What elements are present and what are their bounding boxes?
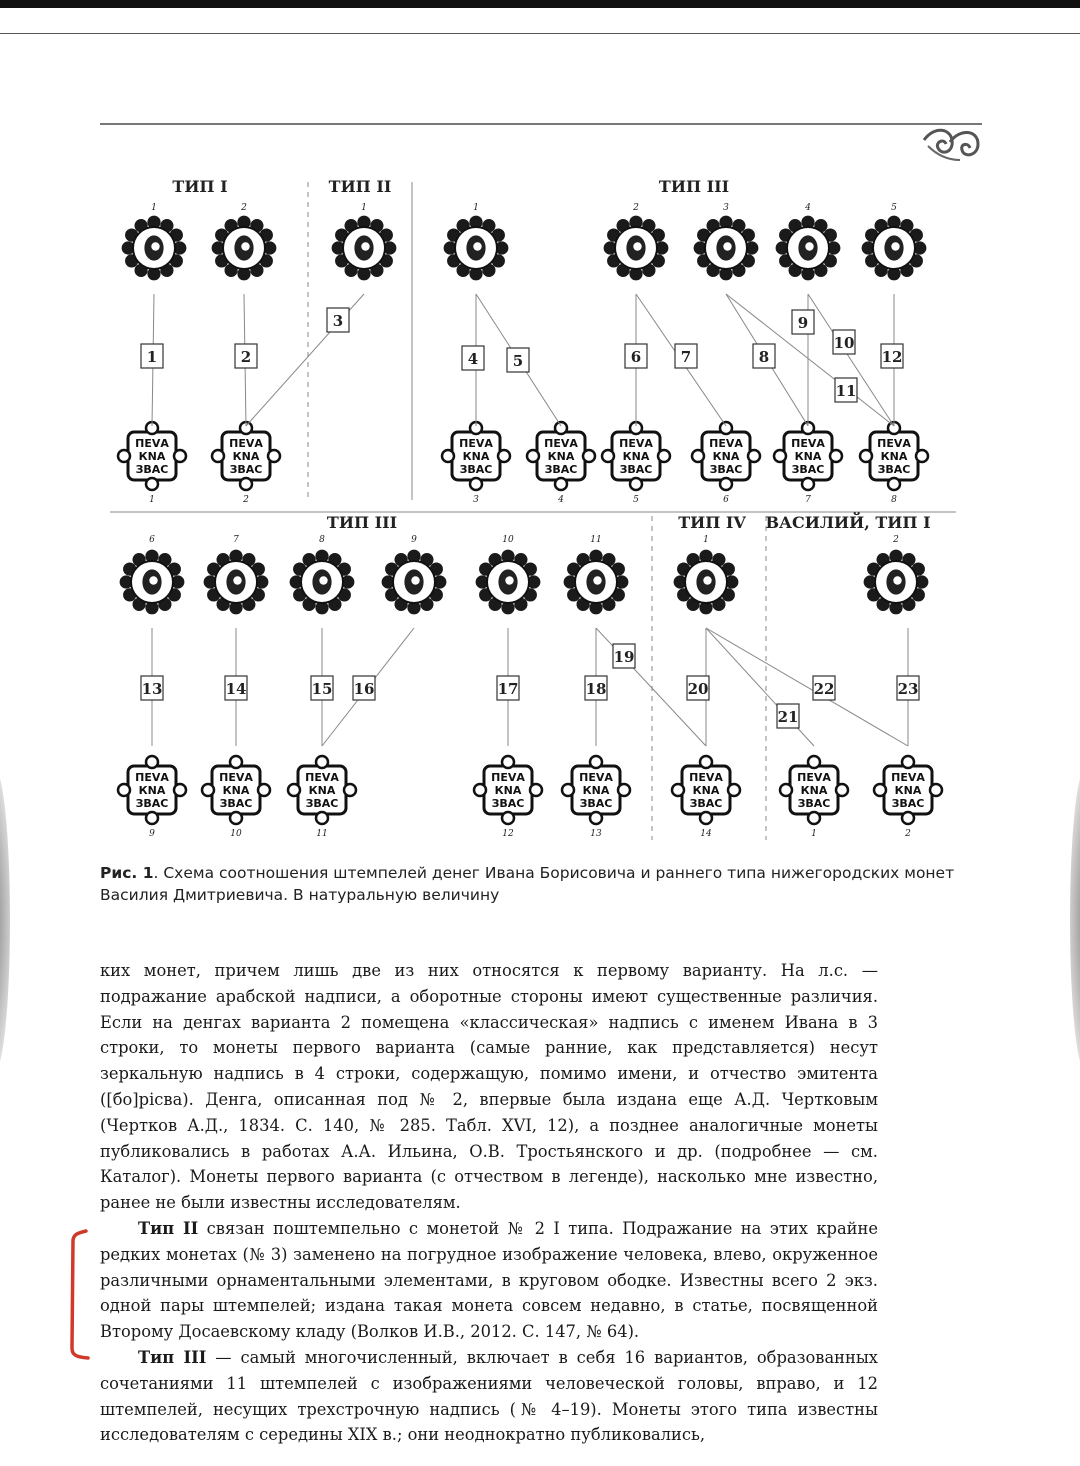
- paragraph-3: [100, 1345, 878, 1448]
- top-obverse-coin-5: [604, 216, 669, 281]
- top-obverse-coin-8: [862, 216, 927, 281]
- bottom-reverse-coin-5: [562, 756, 630, 824]
- bottom-obverse-coin-4: [382, 550, 447, 615]
- svg-text:ПЕVА: ПЕVА: [579, 771, 613, 784]
- top-reverse-coin-3: [442, 422, 510, 490]
- svg-text:КNА: КNА: [138, 450, 166, 463]
- svg-text:ПЕVА: ПЕVА: [797, 771, 831, 784]
- top-reverse-number-5: 5: [633, 495, 639, 505]
- svg-text:ПЕVА: ПЕVА: [791, 437, 825, 450]
- top-reverse-coin-5: [602, 422, 670, 490]
- bottom-reverse-number-4: 12: [502, 829, 514, 839]
- bottom-reverse-coin-6: [672, 756, 740, 824]
- svg-text:КNА: КNА: [547, 450, 575, 463]
- red-bracket-annotation: [68, 1228, 90, 1362]
- bottom-obverse-coin-7: [674, 550, 739, 615]
- svg-text:ПЕVА: ПЕVА: [229, 437, 263, 450]
- figure-caption: [100, 862, 980, 906]
- label-type-2: ТИП II: [328, 177, 392, 196]
- svg-text:КNА: КNА: [308, 784, 336, 797]
- svg-text:КNА: КNА: [800, 784, 828, 797]
- top-obverse-coin-3: [332, 216, 397, 281]
- bottom-reverse-coin-8: [874, 756, 942, 824]
- bottom-obverse-number-8: 2: [893, 535, 899, 545]
- top-obverse-coin-1: [122, 216, 187, 281]
- bottom-obverse-number-5: 10: [502, 535, 514, 545]
- top-obverse-coin-2: [212, 216, 277, 281]
- svg-text:ЗВАС: ЗВАС: [135, 463, 169, 476]
- svg-text:КNА: КNА: [494, 784, 522, 797]
- bottom-obverse-coin-5: [476, 550, 541, 615]
- stamp-scheme-figure: [96, 170, 976, 850]
- caption-label: Рис. 1: [100, 864, 154, 882]
- bottom-reverse-coin-3: [288, 756, 356, 824]
- svg-text:ЗВАС: ЗВАС: [877, 463, 911, 476]
- top-link-box-3-label: 3: [332, 312, 344, 330]
- top-reverse-number-3: 3: [473, 495, 479, 505]
- top-bar: [0, 0, 1080, 8]
- top-reverse-number-2: 2: [243, 495, 249, 505]
- header-rule: [100, 123, 982, 125]
- ornament-icon: [920, 120, 984, 166]
- bottom-link-box-4-label: 16: [353, 680, 375, 698]
- bottom-link-box-11-label: 23: [897, 680, 919, 698]
- svg-text:ЗВАС: ЗВАС: [797, 797, 831, 810]
- top-obverse-number-8: 5: [891, 203, 897, 213]
- bottom-obverse-coin-2: [204, 550, 269, 615]
- svg-text:ЗВАС: ЗВАС: [891, 797, 925, 810]
- svg-text:ПЕVА: ПЕVА: [219, 771, 253, 784]
- svg-text:ЗВАС: ЗВАС: [229, 463, 263, 476]
- svg-text:ЗВАС: ЗВАС: [135, 797, 169, 810]
- top-reverse-coin-4: [527, 422, 595, 490]
- svg-text:ЗВАС: ЗВАС: [491, 797, 525, 810]
- svg-text:ЗВАС: ЗВАС: [791, 463, 825, 476]
- top-reverse-number-4: 4: [558, 495, 564, 505]
- bottom-obverse-number-1: 6: [149, 535, 155, 545]
- top-link-box-8-label: 8: [758, 348, 770, 366]
- bottom-link-box-3-label: 15: [311, 680, 333, 698]
- bottom-obverse-coin-8: [864, 550, 929, 615]
- svg-text:ПЕVА: ПЕVА: [135, 437, 169, 450]
- top-obverse-coin-4: [444, 216, 509, 281]
- svg-text:КNА: КNА: [794, 450, 822, 463]
- svg-text:ЗВАС: ЗВАС: [459, 463, 493, 476]
- svg-text:ПЕVА: ПЕVА: [891, 771, 925, 784]
- bottom-reverse-coin-1: [118, 756, 186, 824]
- bottom-reverse-number-8: 2: [905, 829, 911, 839]
- svg-text:ПЕVА: ПЕVА: [491, 771, 525, 784]
- svg-text:КNА: КNА: [138, 784, 166, 797]
- paragraph-3-text: — самый многочисленный, включает в себя 16 вариантов, образованных сочетаниями 11 штемпелей с изображениями человеческой головы, вправо, и 12 штемпелей, несущих трехстрочную надпись (№ 4–19). Монеты этого типа известны исследователям с середины XIX в.; они неоднократно публиковались,: [100, 1347, 878, 1445]
- top-link-box-11-label: 11: [835, 382, 857, 400]
- page-edge-shadow-right: [1070, 770, 1080, 1070]
- svg-text:КNА: КNА: [894, 784, 922, 797]
- svg-text:ПЕVА: ПЕVА: [689, 771, 723, 784]
- top-reverse-number-6: 6: [723, 495, 729, 505]
- svg-text:КNА: КNА: [222, 784, 250, 797]
- bottom-link-line-10: [706, 628, 908, 746]
- svg-text:ЗВАС: ЗВАС: [544, 463, 578, 476]
- top-obverse-number-5: 2: [633, 203, 639, 213]
- bottom-link-box-5-label: 17: [497, 680, 519, 698]
- top-reverse-coin-7: [774, 422, 842, 490]
- top-link-box-5-label: 5: [512, 352, 524, 370]
- bottom-link-box-9-label: 21: [777, 708, 799, 726]
- svg-text:КNА: КNА: [880, 450, 908, 463]
- top-obverse-coin-7: [776, 216, 841, 281]
- top-obverse-number-4: 1: [473, 203, 479, 213]
- top-link-box-2-label: 2: [240, 348, 252, 366]
- top-reverse-number-8: 8: [891, 495, 897, 505]
- bottom-reverse-number-6: 14: [700, 829, 712, 839]
- page-edge-shadow-left: [0, 770, 10, 1070]
- svg-text:ПЕVА: ПЕVА: [459, 437, 493, 450]
- bottom-link-box-7-label: 19: [613, 648, 635, 666]
- bottom-link-box-2-label: 14: [225, 680, 247, 698]
- svg-text:ЗВАС: ЗВАС: [689, 797, 723, 810]
- label-vasily-type-1: ВАСИЛИЙ, ТИП I: [765, 513, 931, 532]
- svg-text:ПЕVА: ПЕVА: [709, 437, 743, 450]
- svg-text:ПЕVА: ПЕVА: [135, 771, 169, 784]
- bottom-obverse-number-7: 1: [703, 535, 709, 545]
- top-reverse-coin-1: [118, 422, 186, 490]
- svg-text:ПЕVА: ПЕVА: [619, 437, 653, 450]
- svg-text:КNА: КNА: [462, 450, 490, 463]
- bottom-reverse-coin-4: [474, 756, 542, 824]
- top-obverse-coin-6: [694, 216, 759, 281]
- top-reverse-coin-8: [860, 422, 928, 490]
- top-obverse-number-6: 3: [723, 203, 729, 213]
- svg-text:ЗВАС: ЗВАС: [619, 463, 653, 476]
- top-link-box-10-label: 10: [833, 334, 855, 352]
- bottom-obverse-number-2: 7: [233, 535, 239, 545]
- top-link-box-12-label: 12: [881, 348, 903, 366]
- svg-text:КNА: КNА: [622, 450, 650, 463]
- svg-text:ЗВАС: ЗВАС: [579, 797, 613, 810]
- caption-text: . Схема соотношения штемпелей денег Ивана Борисовича и раннего типа нижегородских монет Василия Дмитриевича. В натуральную величину: [100, 864, 955, 904]
- bottom-obverse-coin-6: [564, 550, 629, 615]
- top-link-box-4-label: 4: [467, 350, 479, 368]
- bottom-link-box-8-label: 20: [687, 680, 709, 698]
- paragraph-3-lead: Тип III: [138, 1347, 207, 1367]
- svg-text:ПЕVА: ПЕVА: [305, 771, 339, 784]
- bottom-reverse-number-5: 13: [590, 829, 602, 839]
- svg-text:ПЕVА: ПЕVА: [544, 437, 578, 450]
- top-obverse-number-2: 2: [241, 203, 247, 213]
- bottom-link-box-1-label: 13: [141, 680, 163, 698]
- top-link-box-1-label: 1: [146, 348, 158, 366]
- svg-text:КNА: КNА: [712, 450, 740, 463]
- top-link-box-6-label: 6: [630, 348, 642, 366]
- paragraph-1: ких монет, причем лишь две из них относятся к первому варианту. На л.с. — подражание арабской надписи, а оборотные стороны имеют существенные различия. Если на денгах варианта 2 помещена «классическая» надпись с именем Ивана в 3 строки, то монеты первого варианта (самые ранние, как представляется) несут зеркальную надпись в 4 строки, содержащую, помимо имени, и отчество эмитента ([бо]рісва). Денга, описанная под № 2, впервые была издана еще А.Д. Чертковым (Чертков А.Д., 1834. С. 140, № 285. Табл. XVI, 12), а позднее аналогичные монеты публиковались в работах А.А. Ильина, О.В. Тростьянского и др. (подробнее — см. Каталог). Монеты первого варианта (с отчеством в легенде), насколько мне известно, ранее не были известны исследователям.: [100, 961, 878, 1213]
- svg-text:ЗВАС: ЗВАС: [219, 797, 253, 810]
- top-obverse-number-1: 1: [151, 203, 157, 213]
- top-link-box-9-label: 9: [797, 314, 809, 332]
- svg-text:КNА: КNА: [232, 450, 260, 463]
- top-divider: [0, 33, 1080, 34]
- top-reverse-number-1: 1: [149, 495, 155, 505]
- bottom-obverse-number-3: 8: [319, 535, 325, 545]
- svg-text:ПЕVА: ПЕVА: [877, 437, 911, 450]
- svg-text:ЗВАС: ЗВАС: [305, 797, 339, 810]
- bottom-reverse-number-7: 1: [811, 829, 817, 839]
- bottom-reverse-number-1: 9: [149, 829, 155, 839]
- label-type-4: ТИП IV: [678, 513, 746, 532]
- label-type-3-top: ТИП III: [658, 177, 730, 196]
- svg-text:КNА: КNА: [582, 784, 610, 797]
- body-text: [100, 958, 878, 1448]
- bottom-obverse-number-6: 11: [590, 535, 602, 545]
- bottom-obverse-number-4: 9: [411, 535, 417, 545]
- bottom-link-box-6-label: 18: [585, 680, 607, 698]
- bottom-obverse-coin-3: [290, 550, 355, 615]
- bottom-link-box-10-label: 22: [813, 680, 835, 698]
- svg-text:КNА: КNА: [692, 784, 720, 797]
- paragraph-2-lead: Тип II: [138, 1218, 199, 1238]
- bottom-reverse-number-3: 11: [316, 829, 328, 839]
- paragraph-2: [100, 1216, 878, 1345]
- bottom-obverse-coin-1: [120, 550, 185, 615]
- top-reverse-coin-6: [692, 422, 760, 490]
- label-type-3-bottom: ТИП III: [326, 513, 398, 532]
- paragraph-2-text: связан поштемпельно с монетой № 2 I типа. Подражание на этих крайне редких монетах (№ 3) заменено на погрудное изображение человека, влево, окруженное различными орнаментальными элементами, в круговом ободке. Известны всего 2 экз. одной пары штемпелей; издана такая монета совсем недавно, в статье, посвященной Второму Досаевскому кладу (Волков И.В., 2012. С. 147, № 64).: [100, 1218, 878, 1342]
- bottom-reverse-number-2: 10: [230, 829, 242, 839]
- top-reverse-number-7: 7: [805, 495, 811, 505]
- top-obverse-number-7: 4: [805, 203, 811, 213]
- top-obverse-number-3: 1: [361, 203, 367, 213]
- svg-text:ЗВАС: ЗВАС: [709, 463, 743, 476]
- top-link-box-7-label: 7: [680, 348, 692, 366]
- bottom-reverse-coin-7: [780, 756, 848, 824]
- label-type-1: ТИП I: [172, 177, 228, 196]
- bottom-reverse-coin-2: [202, 756, 270, 824]
- top-reverse-coin-2: [212, 422, 280, 490]
